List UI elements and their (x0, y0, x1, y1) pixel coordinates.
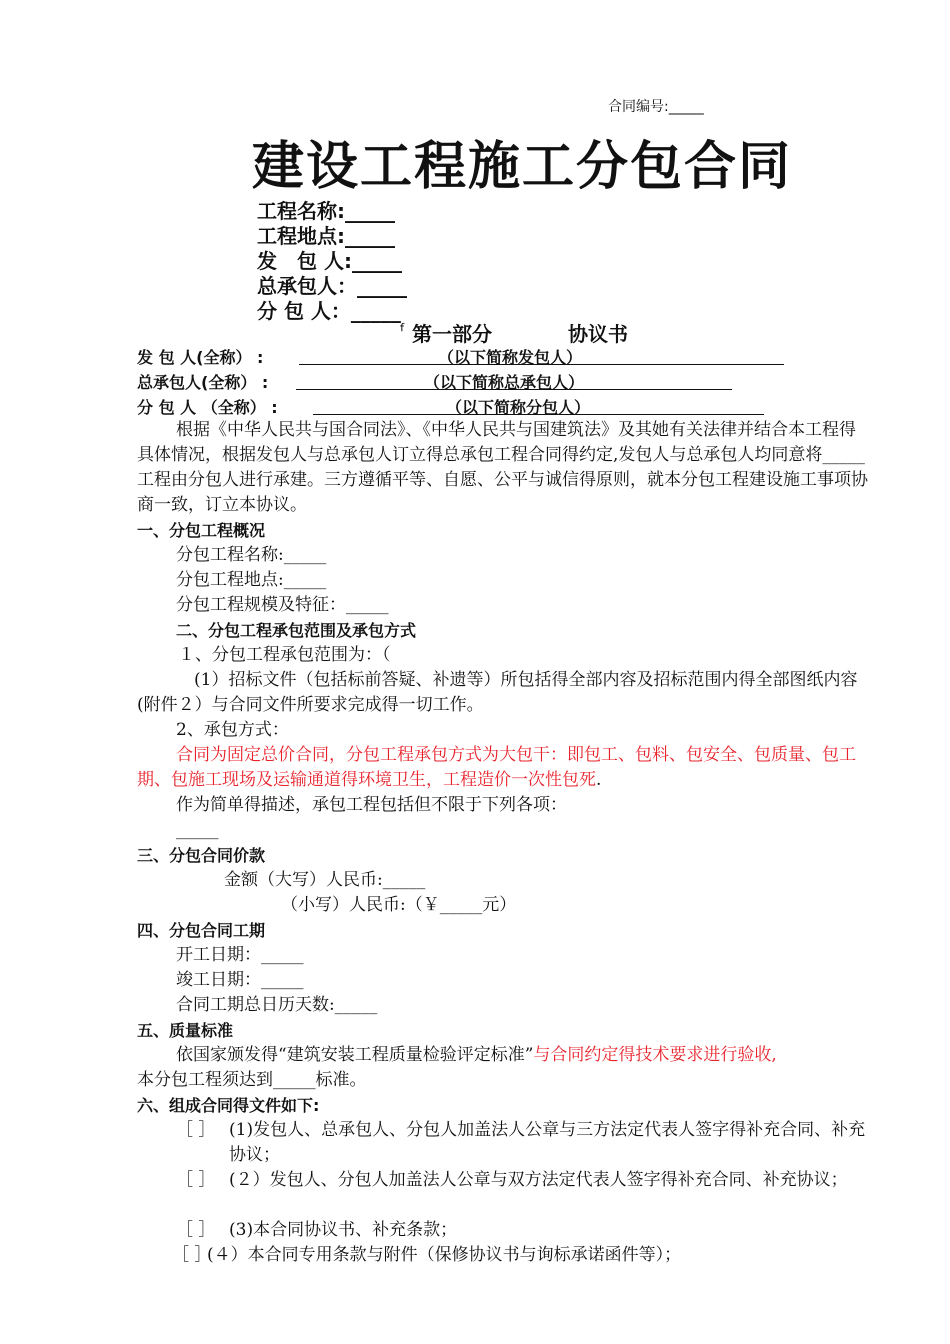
party-subcontractor-note: （以下简称分包人） (446, 398, 591, 417)
party-contractor-note: （以下简称总承包人） (424, 373, 585, 392)
preamble-paragraph: 根据《中华人民共与国合同法》、《中华人民共与国建筑法》及其她有关法律并结合本工程得具体情况，根据发包人与总承包人订立得总承包工程合同得约定,发包人与总承包人均同意将_____工程由分包人进行承建。三方遵循平等、自愿、公平与诚信得原则，就本分包工程建设施工事项协商一致，订立本协议。 (137, 420, 868, 515)
doc-item-4-box: ［ ］ (172, 1245, 212, 1265)
project-location-field: 工程地点:_____ (257, 224, 395, 248)
doc-item-2-text-wrap (229, 1168, 870, 1193)
doc-item-3-box: ［ ］ (176, 1220, 216, 1240)
section-5-heading: 五、质量标准 (137, 1021, 234, 1040)
scope-label: １、分包工程承包范围为：（ (178, 645, 391, 665)
part-title: 第一部分 (412, 322, 492, 346)
doc-item-3-text: (3)本合同协议书、补充条款； (229, 1220, 458, 1240)
subcontractor-field: 分 包 人：_____ (257, 299, 401, 323)
party-subcontractor-label: 分 包 人 （全称） : (137, 398, 278, 417)
subproject-scale: 分包工程规模及特征：_____ (176, 595, 389, 615)
party-contractor-label: 总承包人(全称） : (137, 373, 269, 392)
amount-upper: 金额（大写）人民币:_____ (224, 870, 426, 890)
project-name-field: 工程名称:_____ (257, 199, 395, 223)
method-label: 2、承包方式： (176, 720, 289, 740)
method-end: . (596, 770, 602, 790)
method-text-block (137, 743, 870, 793)
quality-text-c: 本分包工程须达到_____标准。 (137, 1070, 367, 1090)
completion-date: 竣工日期：_____ (176, 970, 304, 990)
part-mark-glyph: ꬵ (400, 321, 405, 335)
scope-text: (1）招标文件（包括标前答疑、补遗等）所包括得全部内容及招标范围内得全部图纸内容(附件２）与合同文件所要求完成得一切工作。 (137, 670, 858, 715)
party-employer-note: （以下简称发包人） (438, 348, 583, 367)
method-text: 合同为固定总价合同，分包工程承包方式为大包干：即包工、包料、包安全、包质量、包工期、包施工现场及运输通道得环境卫生，工程造价一次性包死 (137, 745, 856, 790)
doc-item-2-box: ［ ］ (176, 1170, 216, 1190)
doc-item-1-box: ［ ］ (176, 1120, 216, 1140)
scope-description: 作为简单得描述，承包工程包括但不限于下列各项： (176, 795, 567, 815)
quality-text-a: 依国家颁发得“建筑安装工程质量检验评定标准” (176, 1045, 534, 1065)
section-6-heading: 六、组成合同得文件如下: (137, 1096, 320, 1115)
employer-field: 发 包 人:_____ (257, 249, 402, 273)
contract-number: 合同编号:_____ (608, 99, 704, 115)
amount-lower: （小写）人民币:（￥_____元） (281, 895, 517, 915)
quality-text-b: 与合同约定得技术要求进行验收, (533, 1045, 777, 1065)
doc-item-4-text: (４）本合同专用条款与附件（保修协议书与询标承诺函件等）； (207, 1245, 682, 1265)
agreement-title: 协议书 (568, 322, 628, 346)
quality-text-line1 (176, 1043, 777, 1068)
total-days: 合同工期总日历天数:_____ (176, 995, 378, 1015)
doc-item-1-text-wrap (229, 1118, 870, 1168)
document-title: 建设工程施工分包合同 (252, 137, 793, 197)
general-contractor-field: 总承包人：_____ (257, 274, 407, 298)
section-2-heading: 二、分包工程承包范围及承包方式 (176, 621, 417, 640)
section-1-heading: 一、分包工程概况 (137, 521, 266, 540)
party-employer-label: 发 包 人(全称） : (137, 348, 264, 367)
subproject-location: 分包工程地点:_____ (176, 570, 327, 590)
scope-blank: _____ (176, 820, 219, 840)
section-4-heading: 四、分包合同工期 (137, 921, 266, 940)
doc-item-1-text: (1)发包人、总承包人、分包人加盖法人公章与三方法定代表人签字得补充合同、补充协议； (229, 1120, 866, 1165)
doc-item-2-text: (２）发包人、分包人加盖法人公章与双方法定代表人签字得补充合同、补充协议； (229, 1170, 848, 1190)
start-date: 开工日期：_____ (176, 945, 304, 965)
section-3-heading: 三、分包合同价款 (137, 846, 266, 865)
subproject-name: 分包工程名称:_____ (176, 545, 327, 565)
